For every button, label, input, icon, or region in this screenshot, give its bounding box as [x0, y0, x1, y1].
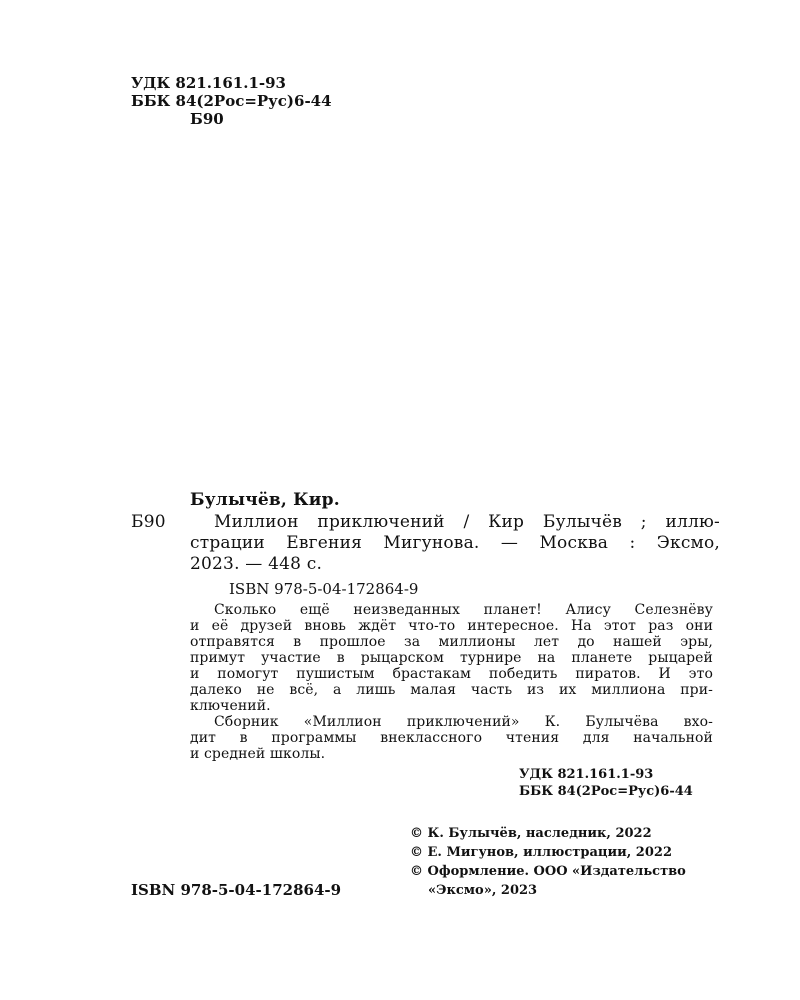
- card-bbk: ББК 84(2Рос=Рус)6-44: [519, 784, 693, 799]
- bottom-isbn: ISBN 978-5-04-172864-9: [131, 881, 342, 899]
- copyright-line-3: © Оформление. ООО «Издательство: [410, 864, 686, 879]
- annotation-p1-line-5: и помогут пушистым брастакам победить пиратов. И это: [190, 666, 713, 682]
- copyright-line-4: «Эксмо», 2023: [428, 883, 538, 898]
- description-line-3: 2023. — 448 с.: [190, 554, 323, 574]
- annotation-p1-line-7: ключений.: [190, 698, 271, 714]
- annotation-p1-line-2: и её друзей вновь ждёт что-то интересное. На этот раз они: [190, 618, 713, 634]
- annotation-p1-line-3: отправятся в прошлое за миллионы лет до нашей эры,: [190, 634, 713, 650]
- annotation-p2-line-1: Сборник «Миллион приключений» К. Булычёва вхо-: [214, 714, 713, 730]
- annotation-p2-line-3: и средней школы.: [190, 746, 326, 762]
- annotation-p1-line-6: далеко не всё, а лишь малая часть из их миллиона при-: [190, 682, 713, 698]
- annotation-p1-line-1: Сколько ещё неизведанных планет! Алису Селезнёву: [214, 602, 713, 618]
- description-line-2: страции Евгения Мигунова. — Москва : Эксмо,: [190, 533, 720, 553]
- author-heading: Булычёв, Кир.: [190, 490, 340, 510]
- annotation-p2-line-2: дит в программы внеклассного чтения для начальной: [190, 730, 713, 746]
- card-isbn: ISBN 978-5-04-172864-9: [229, 580, 419, 598]
- card-author-sign: Б90: [131, 512, 166, 532]
- top-udk: УДК 821.161.1-93: [131, 74, 286, 92]
- copyright-line-1: © К. Булычёв, наследник, 2022: [410, 826, 652, 841]
- top-bbk: ББК 84(2Рос=Рус)6-44: [131, 92, 332, 110]
- description-line-1: Миллион приключений / Кир Булычёв ; иллю-: [214, 512, 720, 532]
- top-author-sign: Б90: [190, 110, 224, 128]
- card-udk: УДК 821.161.1-93: [519, 767, 654, 782]
- annotation-p1-line-4: примут участие в рыцарском турнире на планете рыцарей: [190, 650, 713, 666]
- bibliographic-description: [190, 512, 720, 575]
- annotation: [190, 602, 713, 762]
- copyright-line-2: © Е. Мигунов, иллюстрации, 2022: [410, 845, 672, 860]
